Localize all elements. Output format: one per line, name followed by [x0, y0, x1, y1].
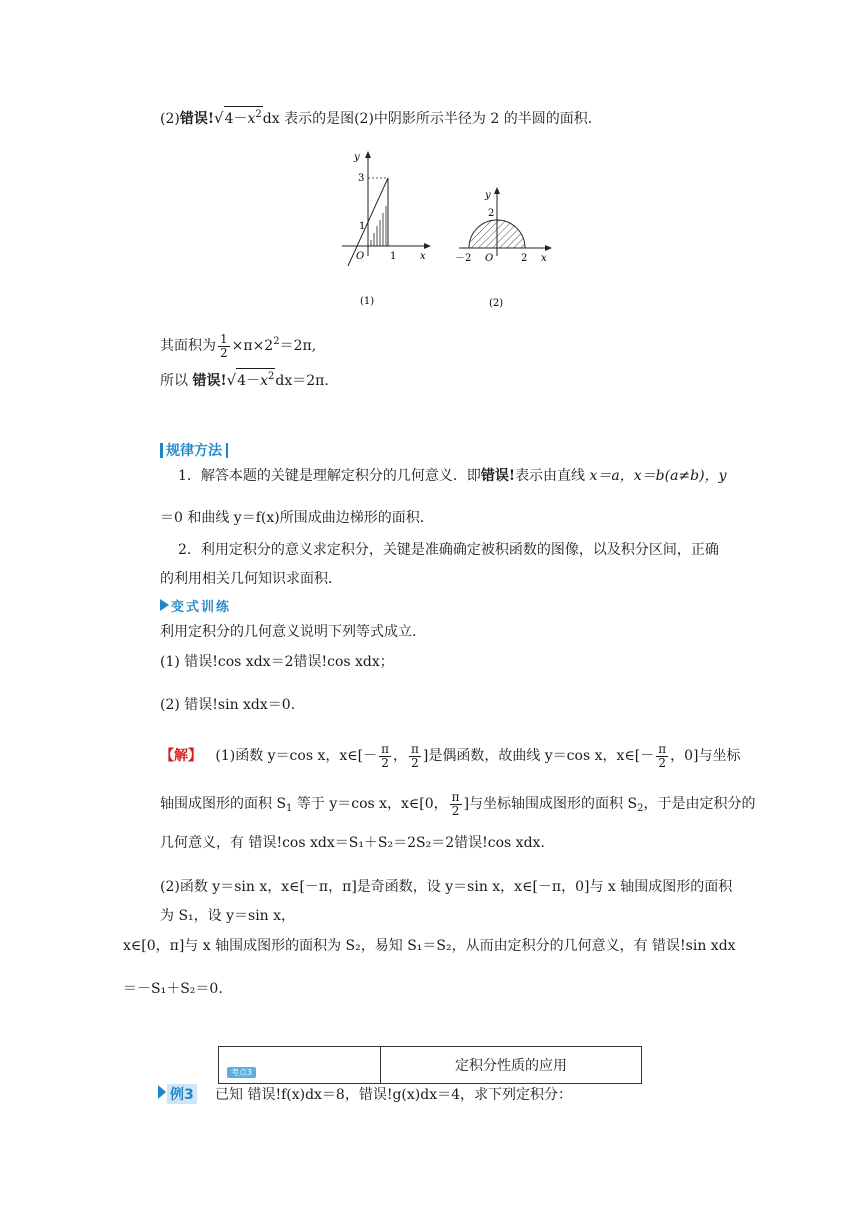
- solution-line-7: ＝－S₁＋S₂＝0.: [123, 981, 223, 997]
- variant-intro: 利用定积分的几何意义说明下列等式成立.: [160, 624, 417, 640]
- fig2-x-label: x: [541, 253, 547, 264]
- fig1-tick-3: 3: [358, 173, 365, 184]
- method-title-bar: [160, 443, 163, 458]
- solution-line-6: x∈[0，π]与 x 轴围成图形的面积为 S₂，易知 S₁＝S₂，从而由定积分的几何意义，有 错误!sin xdx: [123, 938, 736, 954]
- example-text: 已知 错误!f(x)dx＝8，错误!g(x)dx＝4，求下列定积分：: [215, 1087, 573, 1103]
- method-p2-line2: 的利用相关几何知识求面积．: [160, 571, 342, 587]
- line-area: 其面积为 $\frac{1}{2}$ $\times\pi\times 2^2=2\pi$,: [160, 331, 317, 360]
- fig2-tick-neg2: －2: [455, 253, 472, 264]
- fig1-x-label: x: [420, 251, 426, 262]
- section-title: 定积分性质的应用: [455, 1058, 567, 1074]
- fig2-y-label: y: [485, 190, 491, 201]
- method-title: 规律方法: [166, 443, 222, 459]
- figure-2-semicircle: [455, 186, 555, 310]
- method-p2-line1: 2．利用定积分的意义求定积分，关键是准确确定被积函数的图像，以及积分区间，正确: [178, 542, 719, 558]
- variant-eq-1: (1) 错误!cos xdx＝2错误!cos xdx；: [160, 654, 394, 670]
- example-arrow-icon: [158, 1085, 166, 1099]
- variant-eq-2: (2) 错误!sin xdx＝0.: [160, 697, 296, 713]
- fig1-caption: (1): [360, 296, 375, 307]
- fig2-caption: (2): [489, 298, 504, 309]
- section-header-box: [218, 1046, 642, 1084]
- fig1-tick-1y: 1: [359, 221, 366, 232]
- line-conclusion: 所以 错误$!√4-x^2dx=2\pi$.: [160, 368, 329, 391]
- solution-line-4: (2)函数 y＝sin x，x∈[－π，π]是奇函数，设 y＝sin x，x∈[－π，0]与 x 轴围成图形的面积: [160, 879, 733, 895]
- solution-line-1: 【解】 (1)函数 y＝cos x，x∈[－ $\frac{\pi}{2}$ ， $\frac{\pi}{2}$ ]是偶函数，故曲线 y＝cos x，x∈[－ $\frac{\pi}{2}$ ，0]与坐标: [160, 741, 741, 770]
- example-label: 例3: [167, 1084, 197, 1104]
- fig2-origin: O: [485, 253, 494, 264]
- fig2-tick-2y: 2: [488, 208, 495, 219]
- fig1-y-label: y: [354, 152, 360, 163]
- fig2-tick-2x: 2: [521, 253, 528, 264]
- fig1-origin: O: [356, 251, 365, 262]
- method-p1-line2: ＝0 和曲线 y＝f(x)所围成曲边梯形的面积．: [160, 510, 434, 526]
- solution-line-3: 几何意义，有 错误!cos xdx＝S₁＋S₂＝2S₂＝2错误!cos xdx.: [160, 835, 545, 851]
- line-error-sqrt: (2)错误$!√4-x^2dx$ 表示的是图(2)中阴影所示半径为 2 的半圆的面积.: [160, 106, 592, 129]
- fig1-tick-1x: 1: [390, 251, 397, 262]
- variant-title: 变式训练: [171, 600, 232, 615]
- solution-line-2: 轴围成图形的面积 $S_1$ 等于 y＝cos x，x∈[0， $\frac{\pi}{2}$ ]与坐标轴围成图形的面积 $S_2$，于是由定积分的: [160, 789, 756, 818]
- variant-arrow-icon: [160, 599, 169, 611]
- method-title-bar-end: [226, 443, 228, 458]
- figure-1-triangle: [336, 148, 436, 308]
- solution-line-5: 为 S₁，设 y＝sin x，: [160, 908, 296, 924]
- section-tag: 考点3: [227, 1067, 256, 1078]
- method-p1-line1: 1．解答本题的关键是理解定积分的几何意义．即错误!表示由直线 x＝a，x＝b(a≠b)，y: [178, 468, 727, 484]
